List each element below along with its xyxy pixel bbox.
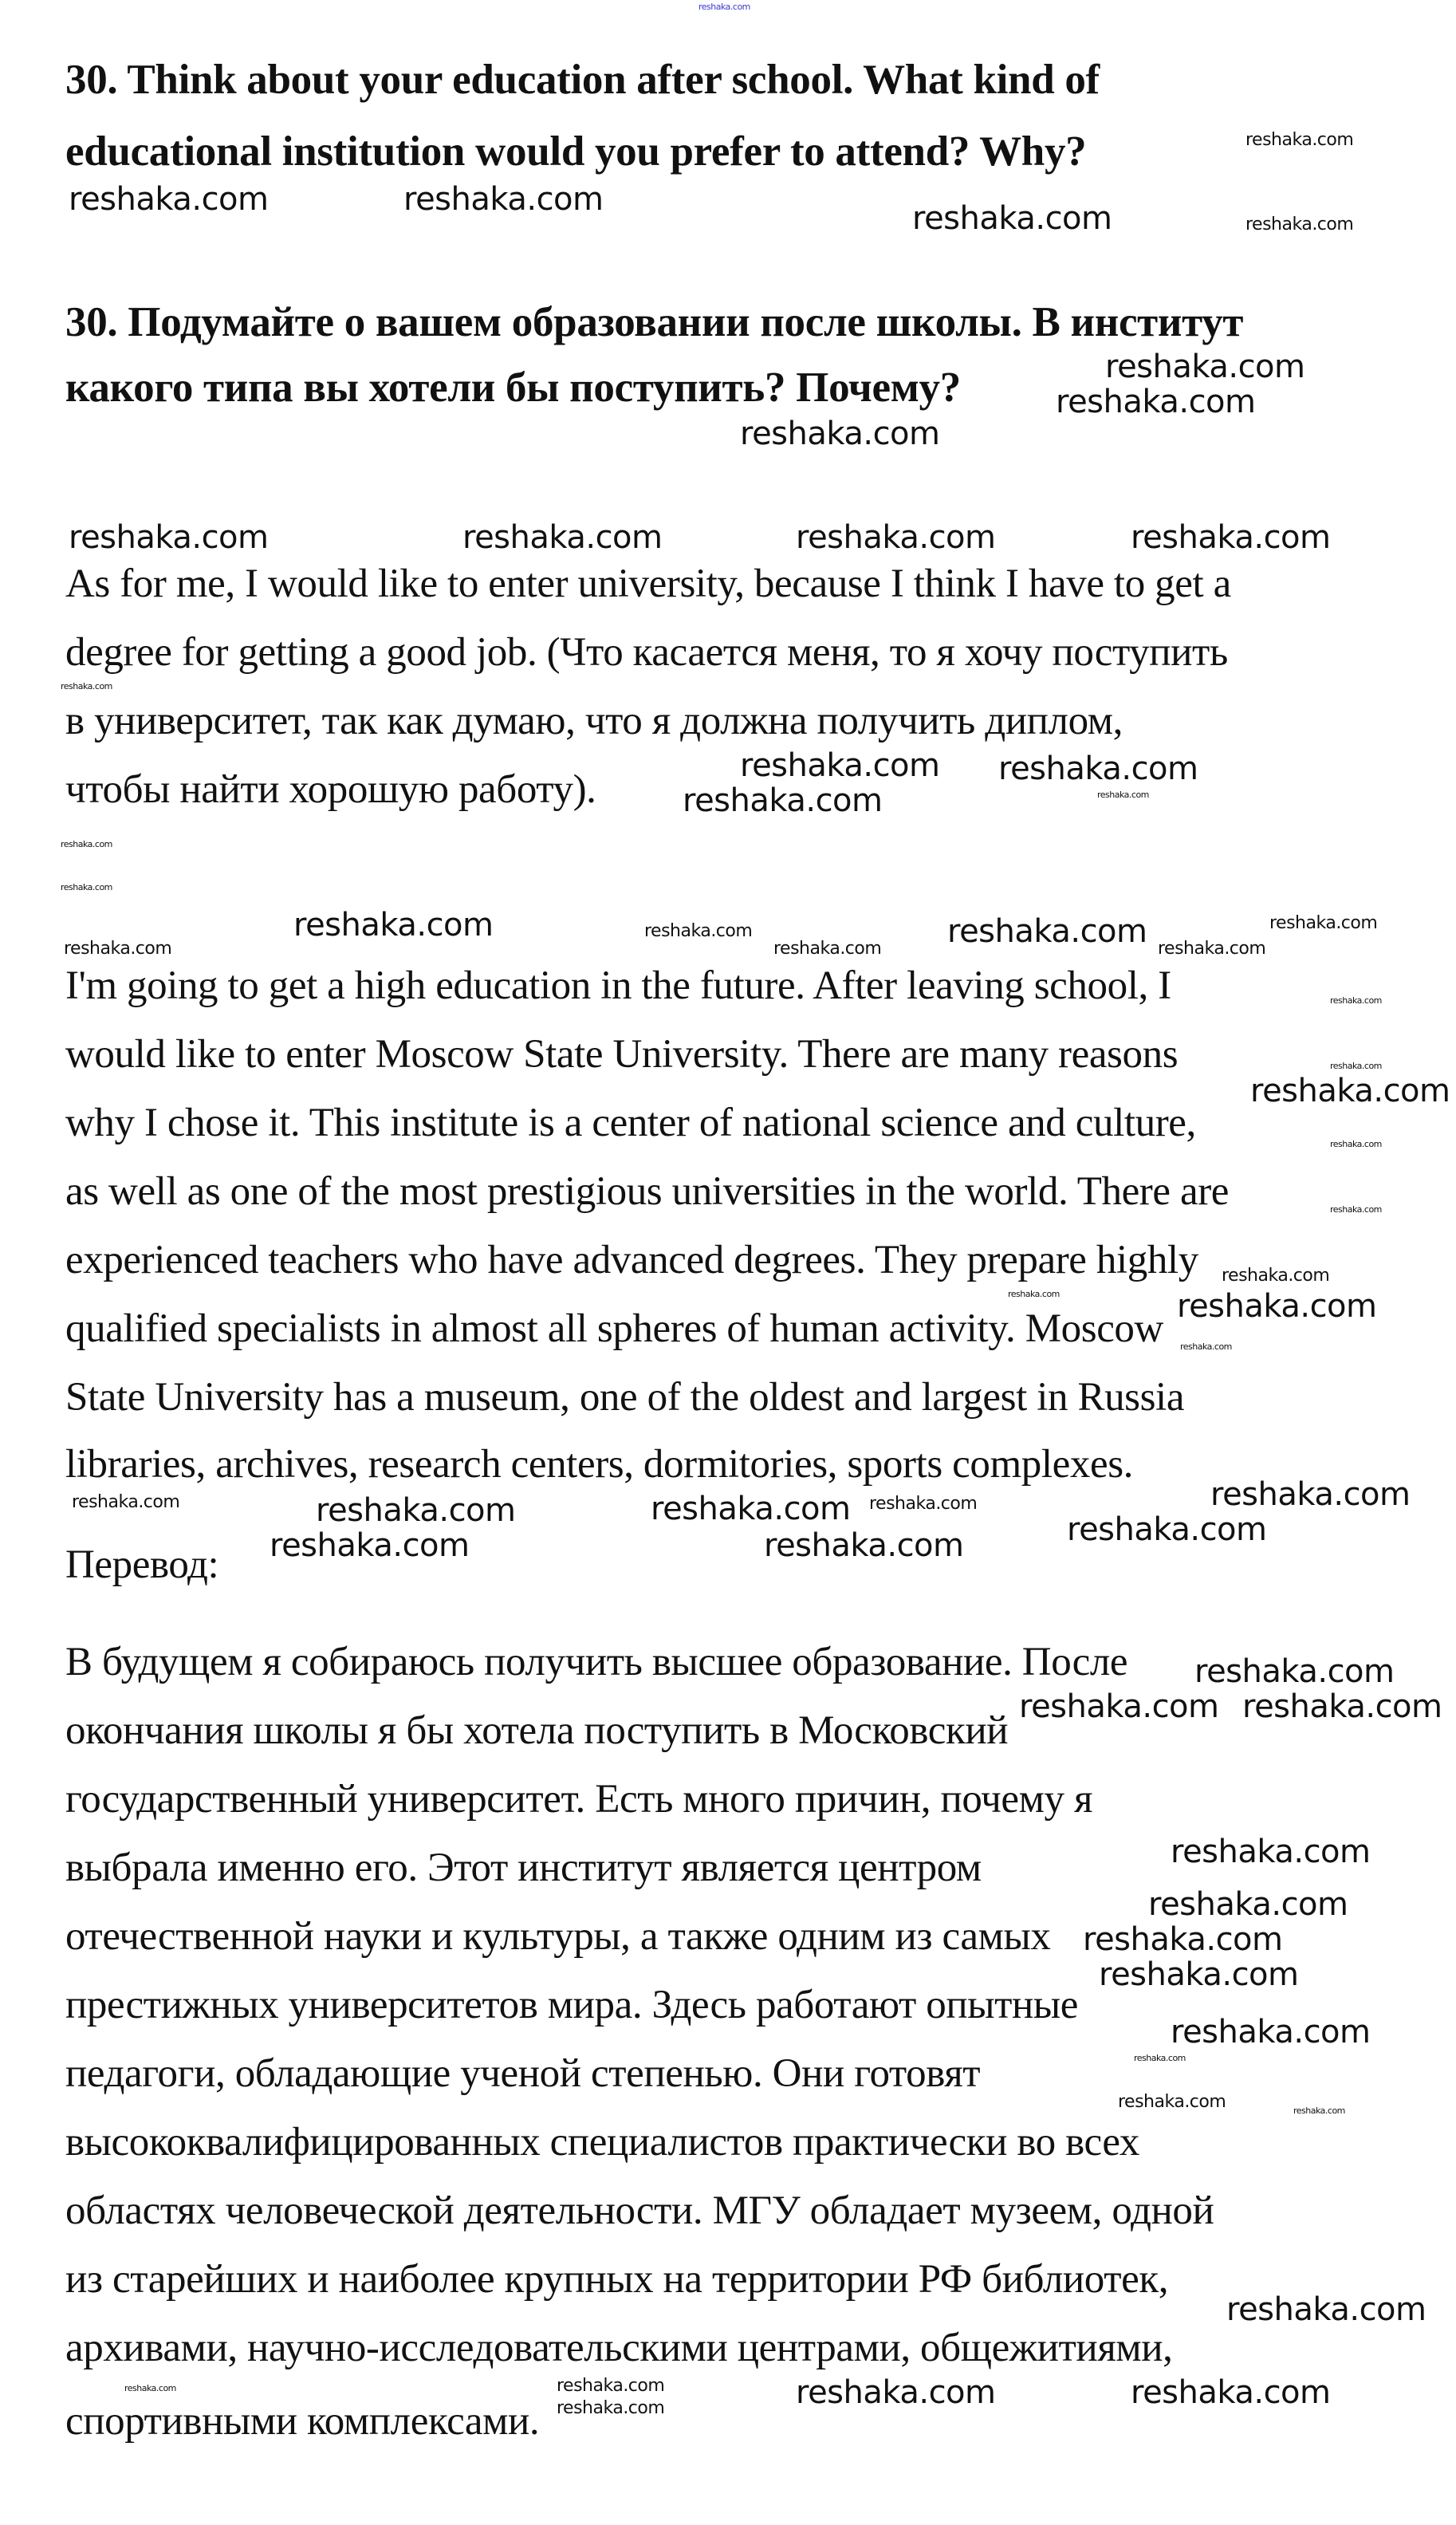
watermark: reshaka.com bbox=[1158, 938, 1266, 959]
watermark: reshaka.com bbox=[1293, 2105, 1345, 2117]
watermark: reshaka.com bbox=[1330, 1204, 1382, 1215]
watermark: reshaka.com bbox=[1097, 790, 1149, 801]
question-ru-line: 30. Подумайте о вашем образовании после школы. В институт bbox=[65, 299, 1244, 345]
translation-line: спортивными комплексами. bbox=[65, 2399, 540, 2444]
watermark: reshaka.com bbox=[1131, 519, 1331, 556]
watermark: reshaka.com bbox=[912, 200, 1112, 237]
watermark: reshaka.com bbox=[1083, 1921, 1283, 1958]
answer-2-line: I'm going to get a high education in the future. After leaving school, I bbox=[65, 963, 1171, 1008]
watermark: reshaka.com bbox=[557, 2375, 665, 2396]
watermark: reshaka.com bbox=[740, 747, 940, 784]
watermark: reshaka.com bbox=[1134, 2053, 1186, 2064]
watermark: reshaka.com bbox=[1242, 1688, 1442, 1725]
watermark: reshaka.com bbox=[773, 938, 882, 959]
translation-line: отечественной науки и культуры, а также одним из самых bbox=[65, 1914, 1051, 1959]
watermark: reshaka.com bbox=[1210, 1476, 1411, 1513]
watermark: reshaka.com bbox=[316, 1492, 516, 1529]
watermark: reshaka.com bbox=[1056, 384, 1256, 420]
answer-2-line: qualified specialists in almost all spheres of human activity. Moscow bbox=[65, 1306, 1163, 1351]
watermark: reshaka.com bbox=[1245, 214, 1354, 234]
watermark: reshaka.com bbox=[72, 1491, 180, 1512]
watermark: reshaka.com bbox=[61, 882, 112, 893]
watermark: reshaka.com bbox=[270, 1527, 470, 1564]
answer-2-line: why I chose it. This institute is a center of national science and culture, bbox=[65, 1101, 1196, 1145]
watermark: reshaka.com bbox=[947, 913, 1147, 950]
watermark: reshaka.com bbox=[64, 938, 172, 959]
watermark: reshaka.com bbox=[293, 907, 494, 943]
watermark: reshaka.com bbox=[644, 920, 753, 941]
watermark: reshaka.com bbox=[1250, 1073, 1450, 1109]
watermark: reshaka.com bbox=[124, 2383, 176, 2394]
watermark: reshaka.com bbox=[1245, 129, 1354, 150]
watermark: reshaka.com bbox=[1222, 1265, 1330, 1286]
watermark: reshaka.com bbox=[1171, 1834, 1371, 1870]
watermark: reshaka.com bbox=[1269, 912, 1378, 933]
answer-1-line: чтобы найти хорошую работу). bbox=[65, 767, 596, 812]
watermark: reshaka.com bbox=[740, 416, 940, 452]
watermark: reshaka.com bbox=[1226, 2291, 1426, 2328]
watermark: reshaka.com bbox=[998, 750, 1198, 787]
answer-2-line: would like to enter Moscow State University. There are many reasons bbox=[65, 1032, 1179, 1077]
answer-2-line: libraries, archives, research centers, dormitories, sports complexes. bbox=[65, 1442, 1133, 1487]
answer-1-line: в университет, так как думаю, что я должна получить диплом, bbox=[65, 699, 1123, 743]
watermark: reshaka.com bbox=[61, 681, 112, 692]
question-ru-line: какого типа вы хотели бы поступить? Почему? bbox=[65, 364, 961, 411]
translation-line: педагоги, обладающие ученой степенью. Они готовят bbox=[65, 2051, 981, 2096]
question-en-line: 30. Think about your education after school. What kind of bbox=[65, 57, 1100, 103]
translation-line: государственный университет. Есть много причин, почему я bbox=[65, 1777, 1093, 1822]
answer-2-line: experienced teachers who have advanced degrees. They prepare highly bbox=[65, 1238, 1198, 1282]
watermark: reshaka.com bbox=[796, 2374, 996, 2411]
watermark: reshaka.com bbox=[557, 2397, 665, 2418]
answer-2-line: as well as one of the most prestigious universities in the world. There are bbox=[65, 1169, 1230, 1214]
translation-line: престижных университетов мира. Здесь работают опытные bbox=[65, 1983, 1079, 2027]
answer-2-line: State University has a museum, one of the oldest and largest in Russia bbox=[65, 1375, 1185, 1420]
translation-label: Перевод: bbox=[65, 1542, 219, 1587]
watermark: reshaka.com bbox=[1180, 1341, 1232, 1353]
watermark: reshaka.com bbox=[1148, 1886, 1348, 1923]
watermark: reshaka.com bbox=[1330, 1139, 1382, 1150]
watermark: reshaka.com bbox=[1118, 2091, 1226, 2112]
watermark: reshaka.com bbox=[1019, 1688, 1219, 1725]
watermark: reshaka.com bbox=[796, 519, 996, 556]
translation-line: из старейших и наиболее крупных на территории РФ библиотек, bbox=[65, 2257, 1169, 2302]
watermark: reshaka.com bbox=[462, 519, 663, 556]
answer-1-line: As for me, I would like to enter university, because I think I have to get a bbox=[65, 561, 1231, 606]
watermark: reshaka.com bbox=[1330, 995, 1382, 1006]
translation-line: окончания школы я бы хотела поступить в Московский bbox=[65, 1708, 1009, 1753]
watermark: reshaka.com bbox=[698, 2, 750, 13]
watermark: reshaka.com bbox=[69, 181, 269, 218]
watermark: reshaka.com bbox=[61, 839, 112, 850]
watermark: reshaka.com bbox=[1105, 349, 1305, 385]
watermark: reshaka.com bbox=[1177, 1288, 1377, 1325]
translation-line: архивами, научно-исследовательскими центрами, общежитиями, bbox=[65, 2326, 1173, 2370]
watermark: reshaka.com bbox=[1194, 1653, 1395, 1690]
watermark: reshaka.com bbox=[869, 1493, 978, 1514]
translation-line: В будущем я собираюсь получить высшее образование. После bbox=[65, 1640, 1128, 1684]
translation-line: выбрала именно его. Этот институт является центром bbox=[65, 1845, 982, 1890]
translation-line: областях человеческой деятельности. МГУ обладает музеем, одной bbox=[65, 2188, 1214, 2233]
watermark: reshaka.com bbox=[69, 519, 269, 556]
watermark: reshaka.com bbox=[651, 1491, 851, 1527]
watermark: reshaka.com bbox=[1330, 1061, 1382, 1072]
watermark: reshaka.com bbox=[1067, 1511, 1267, 1548]
watermark: reshaka.com bbox=[403, 181, 604, 218]
watermark: reshaka.com bbox=[1171, 2014, 1371, 2050]
watermark: reshaka.com bbox=[1131, 2374, 1331, 2411]
translation-line: высококвалифицированных специалистов практически во всех bbox=[65, 2120, 1140, 2165]
watermark: reshaka.com bbox=[1099, 1956, 1299, 1993]
question-en-line: educational institution would you prefer to attend? Why? bbox=[65, 128, 1087, 175]
watermark: reshaka.com bbox=[683, 782, 883, 819]
watermark: reshaka.com bbox=[764, 1527, 964, 1564]
watermark: reshaka.com bbox=[1008, 1289, 1060, 1300]
answer-1-line: degree for getting a good job. (Что касается меня, то я хочу поступить bbox=[65, 630, 1228, 675]
